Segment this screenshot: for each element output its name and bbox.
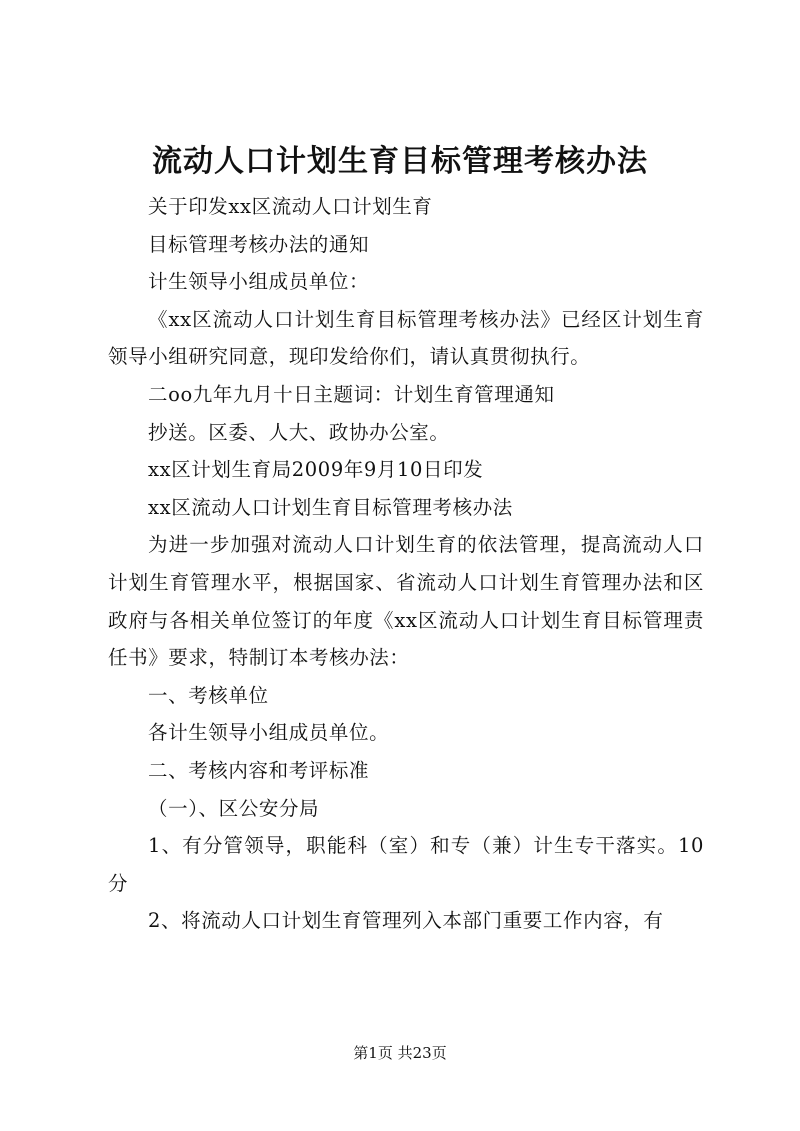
paragraph: 关于印发xx区流动人口计划生育 [148,195,433,218]
paragraph: 《xx区流动人口计划生育目标管理考核办法》已经区计划生育领导小组研究同意，现印发给你们，请认真贯彻执行。 [108,307,704,369]
paragraph: xx区流动人口计划生育目标管理考核办法 [148,495,513,519]
paragraph: 1、有分管领导，职能科（室）和专（兼）计生专干落实。10分 [108,834,704,895]
paragraph: 抄送。区委、人大、政协办公室。 [148,420,450,444]
paragraph: （一）、区公安分局 [148,796,320,820]
document-title: 流动人口计划生育目标管理考核办法 [152,144,648,179]
page-number-footer: 第1页 共23页 [353,1044,447,1062]
paragraph: 为进一步加强对流动人口计划生育的依法管理，提高流动人口计划生育管理水平，根据国家、省流动人口计划生育管理办法和区政府与各相关单位签订的年度《xx区流动人口计划生育目标管理责任书》要求，特制订本考核办法： [108,533,704,670]
paragraph: 二、考核内容和考评标准 [148,758,370,782]
paragraph: xx区计划生育局2009年9月10日印发 [148,458,484,482]
paragraph: 二oo九年九月十日主题词：计划生育管理通知 [148,382,555,406]
paragraph: 2、将流动人口计划生育管理列入本部门重要工作内容，有 [148,909,664,933]
document-body [108,188,704,940]
paragraph: 一、考核单位 [148,683,269,707]
paragraph: 目标管理考核办法的通知 [148,232,370,256]
paragraph: 各计生领导小组成员单位。 [148,721,390,745]
paragraph: 计生领导小组成员单位： [148,270,370,294]
